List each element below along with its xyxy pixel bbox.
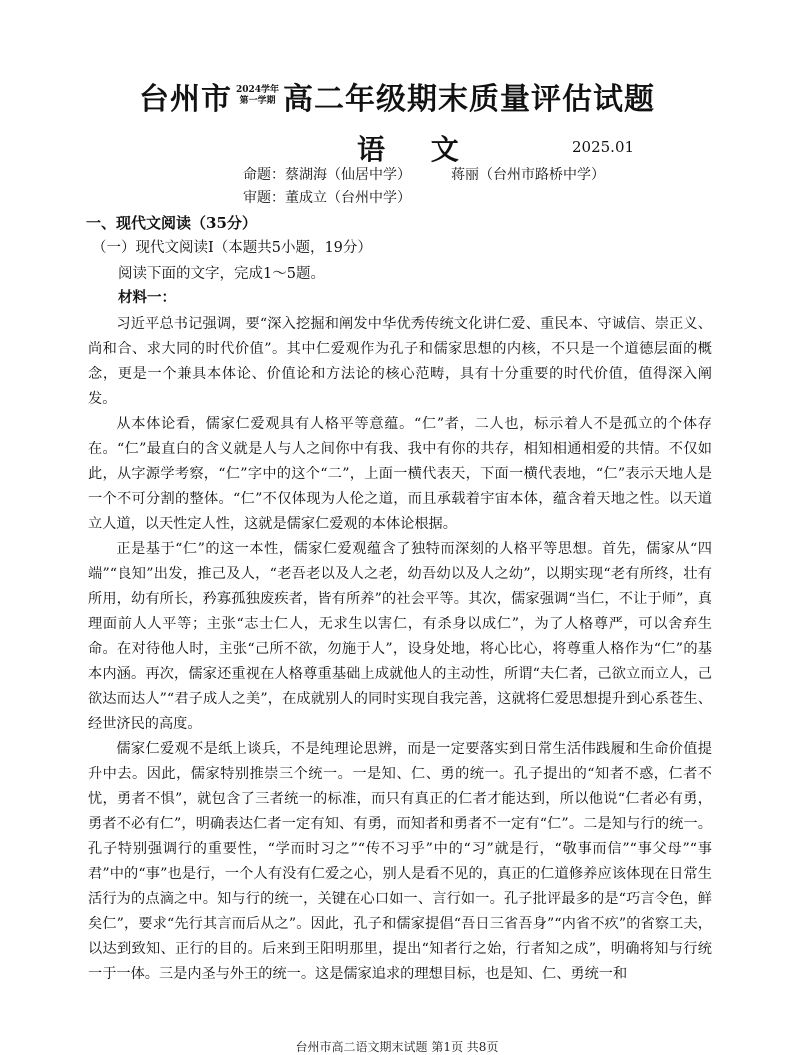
instruction: 阅读下面的文字，完成1～5题。 [118,266,325,282]
setter-1: 蔡湖海（仙居中学） [285,167,411,183]
subject-title: 语 文 [357,133,477,166]
title-year-top: 2024学年 [235,85,280,95]
setter-row [243,164,605,187]
reviewer-label: 审题： [243,190,285,206]
setter-2: 蒋丽（台州市路桥中学） [451,167,605,183]
paragraph: 从本体论看，儒家仁爱观具有人格平等意蕴。“仁”者，二人也，标示着人不是孤立的个体存在。“仁”最直白的含义就是人与人之间你中有我、我中有你的共存，相知相通相爱的共情。不仅如此，从字源学考察，“仁”字中的这个“二”，上面一横代表天，下面一横代表地，“仁”表示天地人是一个不可分割的整体。“仁”不仅体现为人伦之道，而且承载着宇宙本体，蕴含着天地之性。以天道立人道，以天性定人性，这就是儒家仁爱观的本体论根据。 [88,416,712,532]
reviewer: 董成立（台州中学） [285,190,411,206]
page-footer: 台州市高二语文期末试题 第1页 共8页 [295,1040,499,1054]
paragraph: 习近平总书记强调，要“深入挖掘和阐发中华优秀传统文化讲仁爱、重民本、守诚信、崇正义、尚和合、求大同的时代价值”。其中仁爱观作为孔子和儒家思想的内核，不只是一个道德层面的概念，更是一个兼具本体论、价值论和方法论的核心范畴，具有十分重要的时代价值，值得深入阐发。 [88,316,712,407]
section-heading: 一、现代文阅读（35分） [86,214,257,232]
subject-row [0,128,794,168]
exam-title [0,74,794,118]
subsection-heading: （一）现代文阅读Ⅰ（本题共5小题，19分） [92,240,372,256]
credits [243,164,605,210]
title-year-bottom: 第一学期 [239,96,276,106]
reading-passage [88,312,712,987]
material-label: 材料一： [118,289,176,306]
paragraph: 正是基于“仁”的这一本性，儒家仁爱观蕴含了独特而深刻的人格平等思想。首先，儒家从“四端”“良知”出发，推己及人，“老吾老以及人之老，幼吾幼以及人之幼”，以期实现“老有所终，壮有所用，幼有所长，矜寡孤独废疾者，皆有所养”的社会平等。其次，儒家强调“当仁，不让于师”，真理面前人人平等；主张“志士仁人，无求生以害仁，有杀身以成仁”，为了人格尊严，可以舍弃生命。在对待他人时，主张“己所不欲，勿施于人”，设身处地，将心比心，将尊重人格作为“仁”的基本内涵。再次，儒家还重视在人格尊重基础上成就他人的主动性，所谓“夫仁者，己欲立而立人，己欲达而达人”“君子成人之美”，在成就别人的同时实现自我完善，这就将仁爱思想提升到心系苍生、经世济民的高度。 [88,541,712,732]
paragraph: 儒家仁爱观不是纸上谈兵，不是纯理论思辨，而是一定要落实到日常生活伟践履和生命价值提升中去。因此，儒家特别推崇三个统一。一是知、仁、勇的统一。孔子提出的“知者不惑，仁者不忧，勇者不惧”，就包含了三者统一的标准，而只有真正的仁者才能达到，所以他说“仁者必有勇，勇者不必有仁”，明确表达仁者一定有知、有勇，而知者和勇者不一定有“仁”。二是知与行的统一。孔子特别强调行的重要性，“学而时习之”“传不习乎”中的“习”就是行，“敬事而信”“事父母”“事君”中的“事”也是行，一个人有没有仁爱之心，别人是看不见的，真正的仁道修养应该体现在日常生活行为的点滴之中。知与行的统一，关键在心口如一、言行如一。孔子批评最多的是“巧言令色，鲜矣仁”，要求“先行其言而后从之”。因此，孔子和儒家提倡“吾日三省吾身”“内省不疚”的省察工夫，以达到致知、正行的目的。后来到王阳明那里，提出“知者行之始，行者知之成”，明确将知与行统一于一体。三是内圣与外王的统一。这是儒家追求的理想目标，也是知、仁、勇统一和 [88,741,712,982]
exam-date: 2025.01 [572,138,635,156]
title-city: 台州市 [138,82,232,117]
title-year-block [236,85,279,107]
title-rest: 高二年级期末质量评估试题 [283,82,656,117]
reviewer-row [243,187,605,210]
setter-label: 命题： [243,167,285,183]
